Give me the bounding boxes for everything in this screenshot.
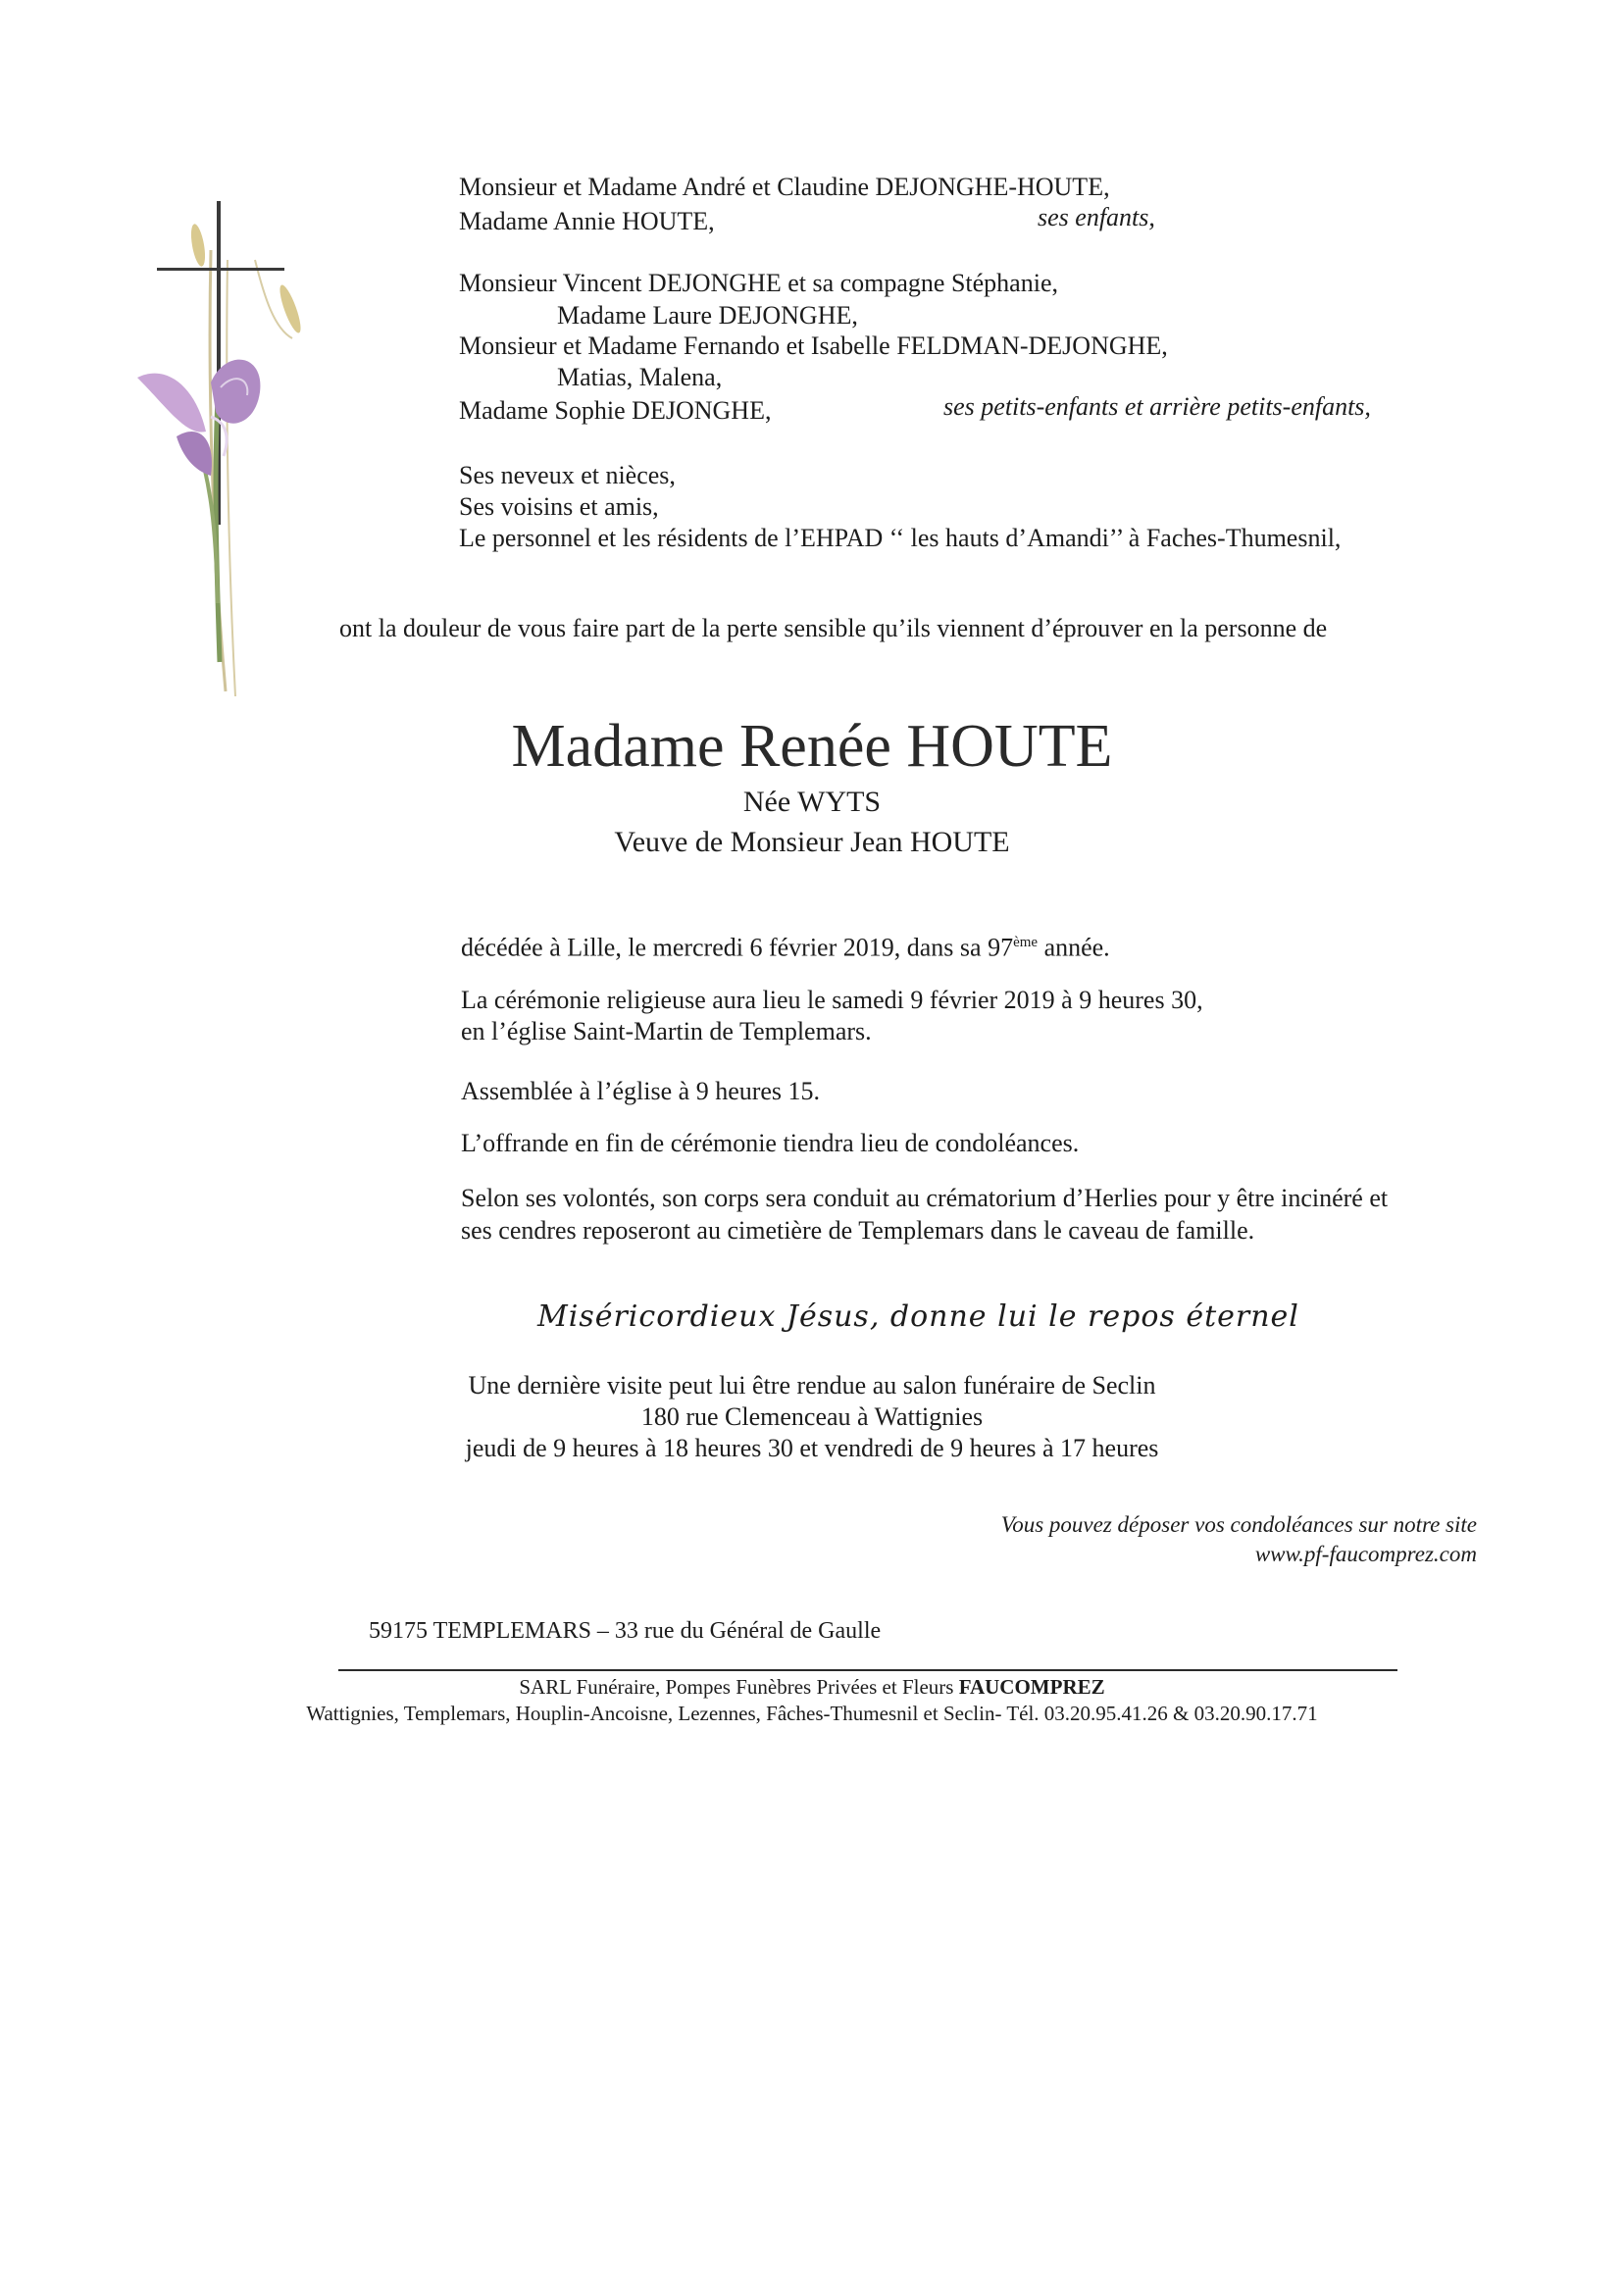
announcement-text: ont la douleur de vous faire part de la perte sensible qu’ils viennent d’éprouver en la personne de [339, 614, 1328, 642]
visit-line-1: Une dernière visite peut lui être rendue au salon funéraire de Seclin [468, 1371, 1156, 1400]
deceased-name: Madame Renée HOUTE [511, 713, 1113, 780]
ceremony-line-2: en l’église Saint-Martin de Templemars. [461, 1017, 872, 1045]
footer-company-text: SARL Funéraire, Pompes Funèbres Privées et Fleurs [519, 1675, 959, 1699]
family-line-9: Ses voisins et amis, [459, 492, 659, 521]
deceased-widow-of: Veuve de Monsieur Jean HOUTE [614, 826, 1010, 858]
footer-locations: Wattignies, Templemars, Houplin-Ancoisne, Lezennes, Fâches-Thumesnil et Seclin- Tél. 03.20.95.41.26 & 03.20.90.17.71 [306, 1702, 1318, 1725]
family-line-7: Madame Sophie DEJONGHE, [459, 396, 772, 425]
family-line-2: Madame Annie HOUTE, [459, 207, 715, 235]
condolences-website[interactable]: www.pf-faucomprez.com [1254, 1542, 1477, 1566]
death-details [461, 928, 1110, 963]
family-line-10: Le personnel et les résidents de l’EHPAD ‘‘ les hauts d’Amandi’’ à Faches-Thumesnil, [459, 524, 1342, 552]
family-line-6: Matias, Malena, [557, 363, 723, 391]
footer-company [0, 1674, 1624, 1700]
visit-line-2: 180 rue Clemenceau à Wattignies [640, 1402, 984, 1431]
visit-line-3: jeudi de 9 heures à 18 heures 30 et vendredi de 9 heures à 17 heures [465, 1434, 1159, 1462]
cross-lily-decoration [118, 191, 314, 701]
wishes-line-2: ses cendres reposeront au cimetière de Templemars dans le caveau de famille. [461, 1216, 1255, 1245]
offering-text: L’offrande en fin de cérémonie tiendra lieu de condoléances. [461, 1129, 1080, 1157]
prayer-text: Miséricordieux Jésus, donne lui le repos éternel [537, 1299, 1299, 1334]
footer-divider [338, 1669, 1397, 1671]
family-line-4: Madame Laure DEJONGHE, [557, 301, 858, 330]
assembly-text: Assemblée à l’église à 9 heures 15. [461, 1077, 821, 1105]
family-line-5: Monsieur et Madame Fernando et Isabelle FELDMAN-DEJONGHE, [459, 331, 1168, 360]
death-details-sup: ème [1013, 935, 1039, 950]
condolences-line-1: Vous pouvez déposer vos condoléances sur notre site [1000, 1512, 1477, 1537]
family-line-8: Ses neveux et nièces, [459, 461, 676, 489]
footer-company-name: FAUCOMPREZ [958, 1675, 1105, 1699]
family-line-1: Monsieur et Madame André et Claudine DEJONGHE-HOUTE, [459, 173, 1110, 201]
ceremony-line-1: La cérémonie religieuse aura lieu le samedi 9 février 2019 à 9 heures 30, [461, 986, 1203, 1014]
death-details-text: décédée à Lille, le mercredi 6 février 2019, dans sa 97 [461, 933, 1014, 962]
footer-address: 59175 TEMPLEMARS – 33 rue du Général de Gaulle [369, 1618, 882, 1644]
wishes-line-1: Selon ses volontés, son corps sera conduit au crématorium d’Herlies pour y être incinéré et [461, 1184, 1389, 1212]
family-line-3: Monsieur Vincent DEJONGHE et sa compagne Stéphanie, [459, 269, 1058, 297]
family-role-children: ses enfants, [1038, 203, 1155, 231]
family-role-grandchildren: ses petits-enfants et arrière petits-enfants, [943, 392, 1371, 421]
deceased-birth-name: Née WYTS [742, 786, 882, 818]
death-details-end: année. [1038, 933, 1110, 962]
